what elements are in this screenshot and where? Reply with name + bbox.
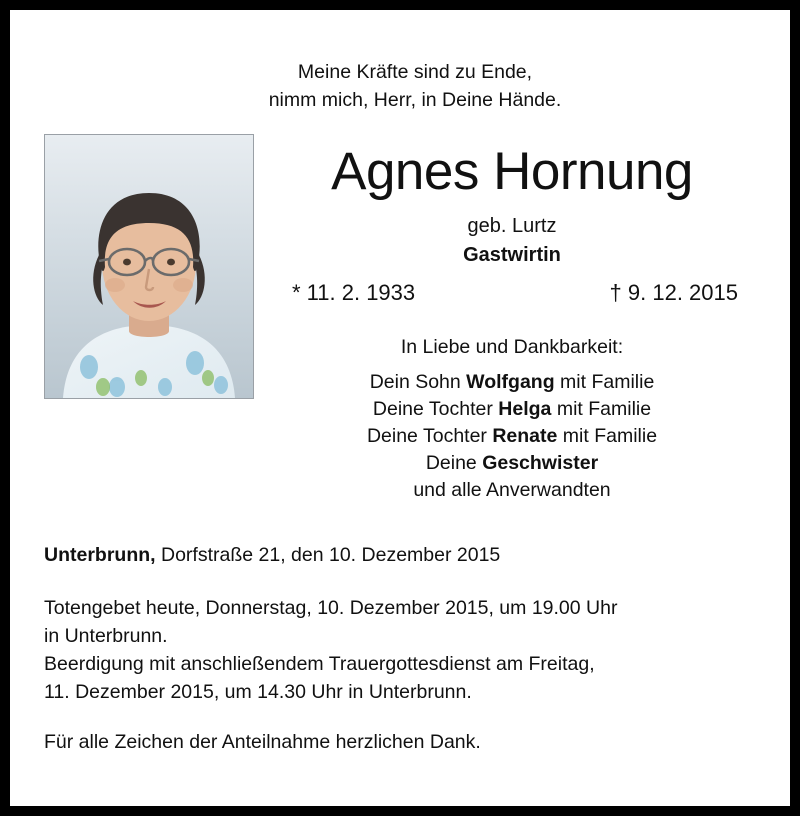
maiden-name: geb. Lurtz [467,215,557,237]
mourner-prefix: Deine [425,452,483,474]
mourners-list [268,369,756,504]
verse-line-1: Meine Kräfte sind zu Ende, [297,61,533,83]
place-and-date-line [44,542,756,568]
mourner-prefix: Deine Tochter [366,425,493,447]
mourner-prefix: Deine Tochter [372,398,499,420]
mourner-suffix: mit Familie [557,425,658,447]
portrait-photo [44,134,254,399]
mourner-name: Wolfgang [466,371,555,393]
photo-column [44,128,262,399]
list-item [268,450,756,477]
service-details [44,594,756,706]
portrait-illustration [45,135,253,398]
thanks-line: Für alle Zeichen der Anteilnahme herzlichen Dank. [44,731,481,753]
text-column [262,128,756,504]
obituary-content [10,10,790,806]
verse-line-2: nimm mich, Herr, in Deine Hände. [268,89,562,111]
list-item [268,477,756,504]
epitaph-verse [44,58,756,114]
detail-line-3: Beerdigung mit anschließendem Trauergottesdienst am Freitag, [44,653,595,675]
address-and-date: Dorfstraße 21, den 10. Dezember 2015 [155,544,501,566]
birth-date: * 11. 2. 1933 [292,280,416,305]
mourner-name: Helga [498,398,552,420]
detail-line-1: Totengebet heute, Donnerstag, 10. Dezember 2015, um 19.00 Uhr [44,597,618,619]
deceased-name: Agnes Hornung [331,142,693,201]
detail-line-4: 11. Dezember 2015, um 14.30 Uhr in Unterbrunn. [44,681,472,703]
main-section [44,128,756,504]
detail-line-2: in Unterbrunn. [44,625,168,647]
death-date: † 9. 12. 2015 [609,280,738,305]
list-item [268,396,756,423]
town-name: Unterbrunn, [44,544,156,566]
mourner-suffix: mit Familie [551,398,652,420]
mourner-name: Geschwister [482,452,599,474]
dedication-line: In Liebe und Dankbarkeit: [400,336,624,358]
mourner-name: Renate [492,425,558,447]
list-item [268,423,756,450]
life-dates [268,278,756,308]
mourner-suffix: mit Familie [554,371,655,393]
profession: Gastwirtin [463,244,561,266]
mourner-prefix: und alle Anverwandten [413,479,611,501]
list-item [268,369,756,396]
mourner-prefix: Dein Sohn [369,371,467,393]
